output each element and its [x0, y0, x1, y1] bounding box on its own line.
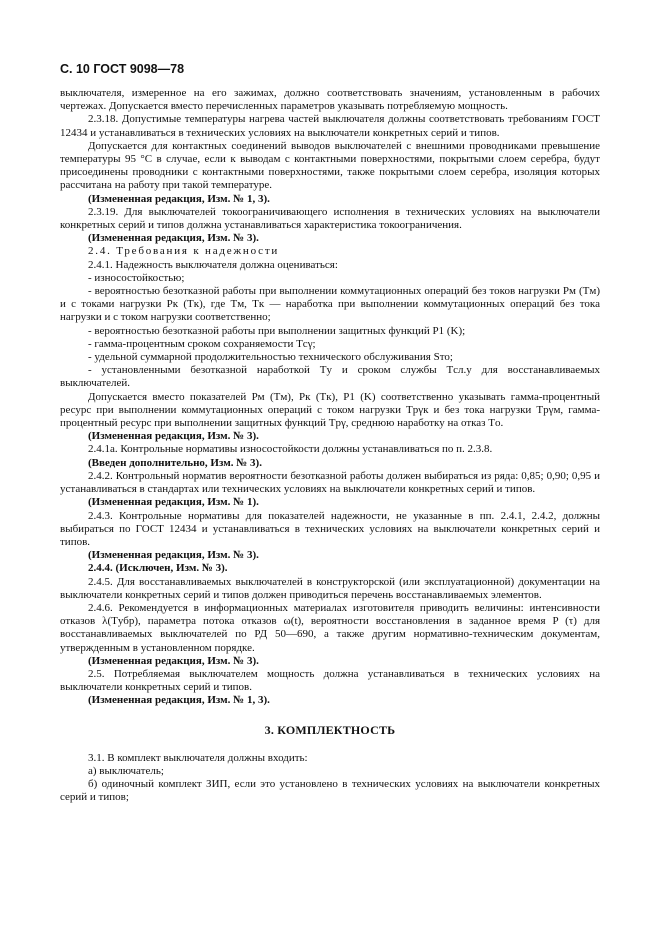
- paragraph: 2.4.1а. Контрольные нормативы износостойкости должны устанавливаться по п. 2.3.8.: [88, 443, 493, 456]
- paragraph: 2.4. Требования к надежности: [88, 245, 280, 258]
- document-body: [60, 87, 600, 708]
- paragraph: б) одиночный комплект ЗИП, если это установлено в технических условиях на выключатели конкретных серий и типов;: [60, 777, 600, 804]
- amendment-note: (Измененная редакция, Изм. № 3).: [88, 549, 259, 562]
- paragraph: - вероятностью безотказной работы при выполнении защитных функций P1 (K);: [88, 324, 466, 337]
- paragraph: - износостойкостью;: [88, 271, 185, 284]
- section-title: 3. КОМПЛЕКТНОСТЬ: [264, 722, 396, 737]
- paragraph: 3.1. В комплект выключателя должны входить:: [88, 751, 308, 764]
- amendment-note: (Измененная редакция, Изм. № 1, 3).: [88, 694, 270, 707]
- amendment-note: (Введен дополнительно, Изм. № 3).: [88, 456, 262, 469]
- amendment-note: 2.4.4. (Исключен, Изм. № 3).: [88, 562, 228, 575]
- amendment-note: (Измененная редакция, Изм. № 3).: [88, 232, 259, 245]
- paragraph: 2.4.3. Контрольные нормативы для показателей надежности, не указанные в пп. 2.4.1, 2.4.2, должны выбираться по ГОСТ 12434 и устанавливаться в технических условиях на выключатели конкретных серий и типов.: [60, 509, 600, 548]
- paragraph: 2.4.6. Рекомендуется в информационных материалах изготовителя приводить величины: интенсивности отказов λ(Tубр), параметра потока отказов ω(t), вероятности восстановления в заданное время P (τ) для восстанавливаемых выключателей по РД 50—690, а также другим нормативно-техническим документам, утвержденным в установленном порядке.: [60, 601, 600, 654]
- paragraph: - установленными безотказной наработкой Tу и сроком службы Tсл.у для восстанавливаемых выключателей.: [60, 364, 600, 390]
- amendment-note: (Измененная редакция, Изм. № 3).: [88, 654, 259, 667]
- paragraph: 2.3.19. Для выключателей токоограничивающего исполнения в технических условиях на выключатели конкретных серий и типов должна устанавливаться характеристика токоограничения.: [60, 205, 600, 232]
- amendment-note: (Измененная редакция, Изм. № 3).: [88, 430, 259, 443]
- paragraph: а) выключатель;: [88, 764, 164, 777]
- paragraph: 2.4.1. Надежность выключателя должна оцениваться:: [88, 258, 338, 271]
- paragraph: - вероятностью безотказной работы при выполнении коммутационных операций без токов нагрузки Pм (Tм) и с токами нагрузки Pк (Tк), где Tм, Tк — наработка при выполнении коммутационных операций без тока нагрузки и с током нагрузки соответственно;: [60, 285, 600, 324]
- paragraph: Допускается вместо показателей Pм (Tм), Pк (Tк), P1 (K) соответственно указывать гамма-процентный ресурс при выполнении коммутационных операций с током нагрузки Tрγк и без тока нагрузки Tрγм, гамма-процентный ресурс при выполнении защитных функций Tрγ, среднюю наработку на отказ Tо.: [60, 390, 600, 430]
- paragraph: Допускается для контактных соединений выводов выключателей с внешними проводниками превышение температуры 95 °С в случае, если к выводам с контактными поверхностями, покрытыми слоем серебра, будут присоединены проводники с контактными поверхностями, также покрытыми слоем серебра, изоляция которых рассчитана на работу при такой температуре.: [60, 139, 600, 192]
- page-header: С. 10 ГОСТ 9098—78: [60, 62, 185, 76]
- paragraph: - гамма-процентным сроком сохраняемости Tсγ;: [88, 337, 316, 350]
- amendment-note: (Измененная редакция, Изм. № 1, 3).: [88, 192, 270, 205]
- document-page: [60, 62, 600, 804]
- amendment-note: (Измененная редакция, Изм. № 1).: [88, 496, 259, 509]
- paragraph: выключателя, измеренное на его зажимах, должно соответствовать значениям, установленным в рабочих чертежах. Допускается вместо перечисленных параметров указывать потребляемую мощность.: [60, 87, 600, 113]
- paragraph: 2.3.18. Допустимые температуры нагрева частей выключателя должны соответствовать требованиям ГОСТ 12434 и устанавливаться в технических условиях на выключатели конкретных серий и типов.: [60, 113, 600, 139]
- section-body: [60, 752, 600, 805]
- paragraph: 2.4.2. Контрольный норматив вероятности безотказной работы должен выбираться из ряда: 0,85; 0,90; 0,95 и устанавливаться в стандартах или технических условиях на выключатели конкретных серий и типов.: [60, 469, 600, 496]
- paragraph: 2.4.5. Для восстанавливаемых выключателей в конструкторской (или эксплуатационной) документации на выключатели конкретных серий и типов должен приводиться перечень восстанавливаемых элементов.: [60, 575, 600, 601]
- paragraph: 2.5. Потребляемая выключателем мощность должна устанавливаться в технических условиях на выключатели конкретных серий и типов.: [60, 667, 600, 694]
- paragraph: - удельной суммарной продолжительностью технического обслуживания Sто;: [88, 351, 453, 364]
